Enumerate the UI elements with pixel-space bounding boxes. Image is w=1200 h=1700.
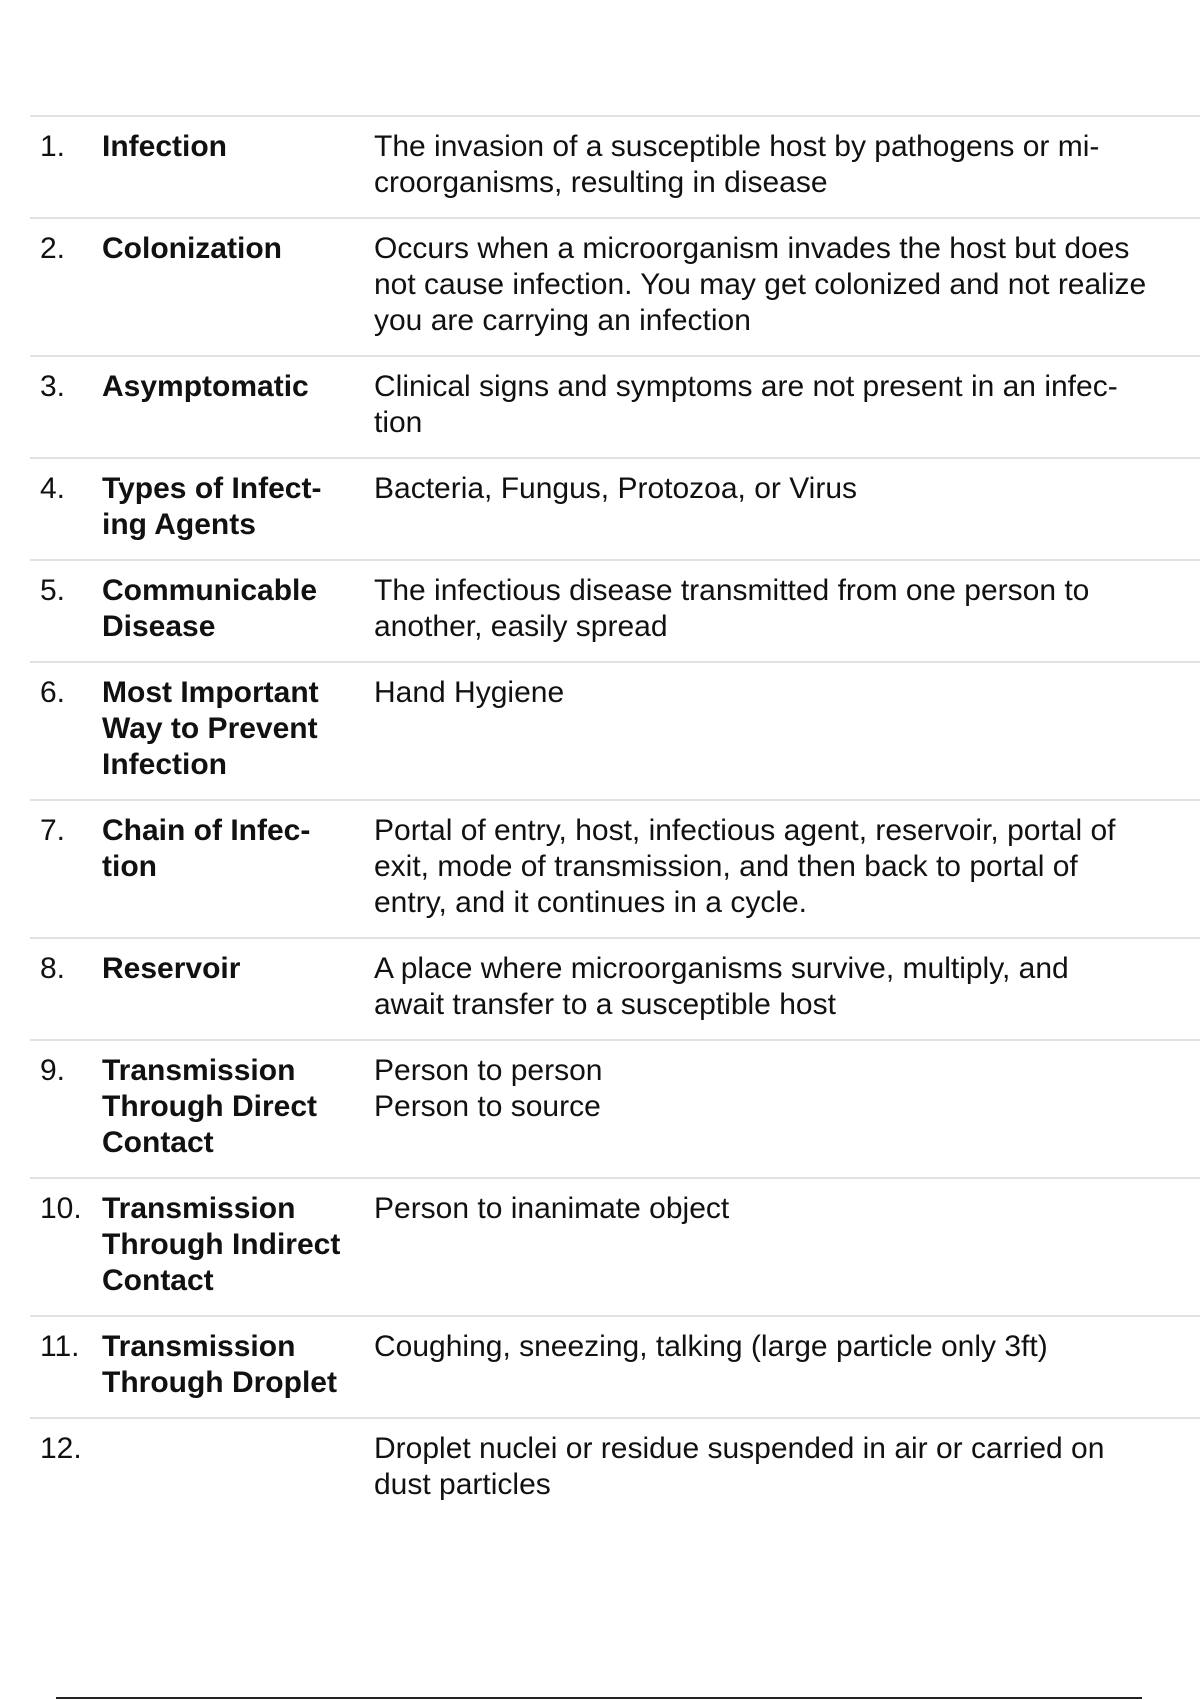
glossary-row-11 <box>30 1317 1200 1419</box>
term-line: Chain of Infec- <box>102 814 311 847</box>
row-number: 6. <box>40 676 66 709</box>
term-line: Colonization <box>102 232 282 265</box>
definition <box>374 1191 1200 1227</box>
term <box>102 1053 374 1161</box>
definition-line: Person to inanimate object <box>374 1192 730 1225</box>
definition-line: entry, and it continues in a cycle. <box>374 886 808 919</box>
definition-line: Occurs when a microorganism invades the host but does <box>374 232 1130 265</box>
term-line: Through Indirect <box>102 1228 341 1261</box>
definition-line: A place where microorganisms survive, multiply, and <box>374 952 1069 985</box>
term-line: Asymptomatic <box>102 370 309 403</box>
glossary-row-3 <box>30 357 1200 459</box>
glossary-row-10 <box>30 1179 1200 1317</box>
term-line: Transmission <box>102 1192 296 1225</box>
glossary-row-12 <box>30 1419 1200 1519</box>
definition-line: The infectious disease transmitted from one person to <box>374 574 1090 607</box>
definition-line: Portal of entry, host, infectious agent, reservoir, portal of <box>374 814 1116 847</box>
row-number: 12. <box>40 1432 82 1465</box>
row-number: 5. <box>40 574 66 607</box>
glossary-row-5 <box>30 561 1200 663</box>
row-number: 4. <box>40 472 66 505</box>
glossary-row-8 <box>30 939 1200 1041</box>
row-number: 11. <box>40 1330 80 1363</box>
glossary-row-9 <box>30 1041 1200 1179</box>
row-number: 9. <box>40 1054 66 1087</box>
definition-line: Droplet nuclei or residue suspended in air or carried on <box>374 1432 1105 1465</box>
glossary-row-6 <box>30 663 1200 801</box>
footer-divider <box>56 1697 1142 1699</box>
term-line: Infection <box>102 748 227 781</box>
term-line: Through Droplet <box>102 1366 337 1399</box>
row-number: 10. <box>40 1192 82 1225</box>
term <box>102 231 374 267</box>
term <box>102 471 374 543</box>
definition-line: Coughing, sneezing, talking (large particle only 3ft) <box>374 1330 1048 1363</box>
definition-line: Bacteria, Fungus, Protozoa, or Virus <box>374 472 858 505</box>
definition-line: dust particles <box>374 1468 551 1501</box>
definition-line: Hand Hygiene <box>374 676 565 709</box>
definition <box>374 471 1200 507</box>
row-number: 2. <box>40 232 66 265</box>
definition <box>374 813 1200 921</box>
term <box>102 369 374 405</box>
term-line: Infection <box>102 130 227 163</box>
row-number: 1. <box>40 130 66 163</box>
definition-line: await transfer to a susceptible host <box>374 988 836 1021</box>
term <box>102 951 374 987</box>
term <box>102 1191 374 1299</box>
term-line: Transmission <box>102 1330 296 1363</box>
term-line: Most Important <box>102 676 319 709</box>
term-line: Reservoir <box>102 952 241 985</box>
definition-line: The invasion of a susceptible host by pathogens or mi- <box>374 130 1100 163</box>
definition-line: Person to source <box>374 1090 601 1123</box>
definition <box>374 231 1200 339</box>
term-line: Communicable <box>102 574 318 607</box>
term <box>102 675 374 783</box>
term-line: Through Direct <box>102 1090 317 1123</box>
term-line: Disease <box>102 610 216 643</box>
term-line: Way to Prevent <box>102 712 318 745</box>
definition <box>374 1431 1200 1503</box>
term <box>102 813 374 885</box>
term-line: ing Agents <box>102 508 256 541</box>
term <box>102 573 374 645</box>
term-line: Contact <box>102 1264 214 1297</box>
definition <box>374 1329 1200 1365</box>
term-line: Types of Infect- <box>102 472 322 505</box>
glossary-row-2 <box>30 219 1200 357</box>
term <box>102 1329 374 1401</box>
glossary-table <box>30 115 1200 1519</box>
glossary-row-7 <box>30 801 1200 939</box>
term <box>102 129 374 165</box>
row-number: 7. <box>40 814 66 847</box>
definition <box>374 675 1200 711</box>
glossary-row-1 <box>30 117 1200 219</box>
definition-line: tion <box>374 406 423 439</box>
definition-line: exit, mode of transmission, and then back to portal of <box>374 850 1078 883</box>
definition-line: Clinical signs and symptoms are not present in an infec- <box>374 370 1118 403</box>
term-line: Transmission <box>102 1054 296 1087</box>
definition <box>374 129 1200 201</box>
term-line: Contact <box>102 1126 214 1159</box>
definition-line: Person to person <box>374 1054 603 1087</box>
row-number: 8. <box>40 952 66 985</box>
row-number: 3. <box>40 370 66 403</box>
term-line: tion <box>102 850 157 883</box>
definition-line: croorganisms, resulting in disease <box>374 166 828 199</box>
definition <box>374 951 1200 1023</box>
definition <box>374 573 1200 645</box>
definition-line: you are carrying an infection <box>374 304 751 337</box>
definition-line: another, easily spread <box>374 610 668 643</box>
definition-line: not cause infection. You may get colonized and not realize <box>374 268 1147 301</box>
definition <box>374 369 1200 441</box>
glossary-row-4 <box>30 459 1200 561</box>
definition <box>374 1053 1200 1125</box>
